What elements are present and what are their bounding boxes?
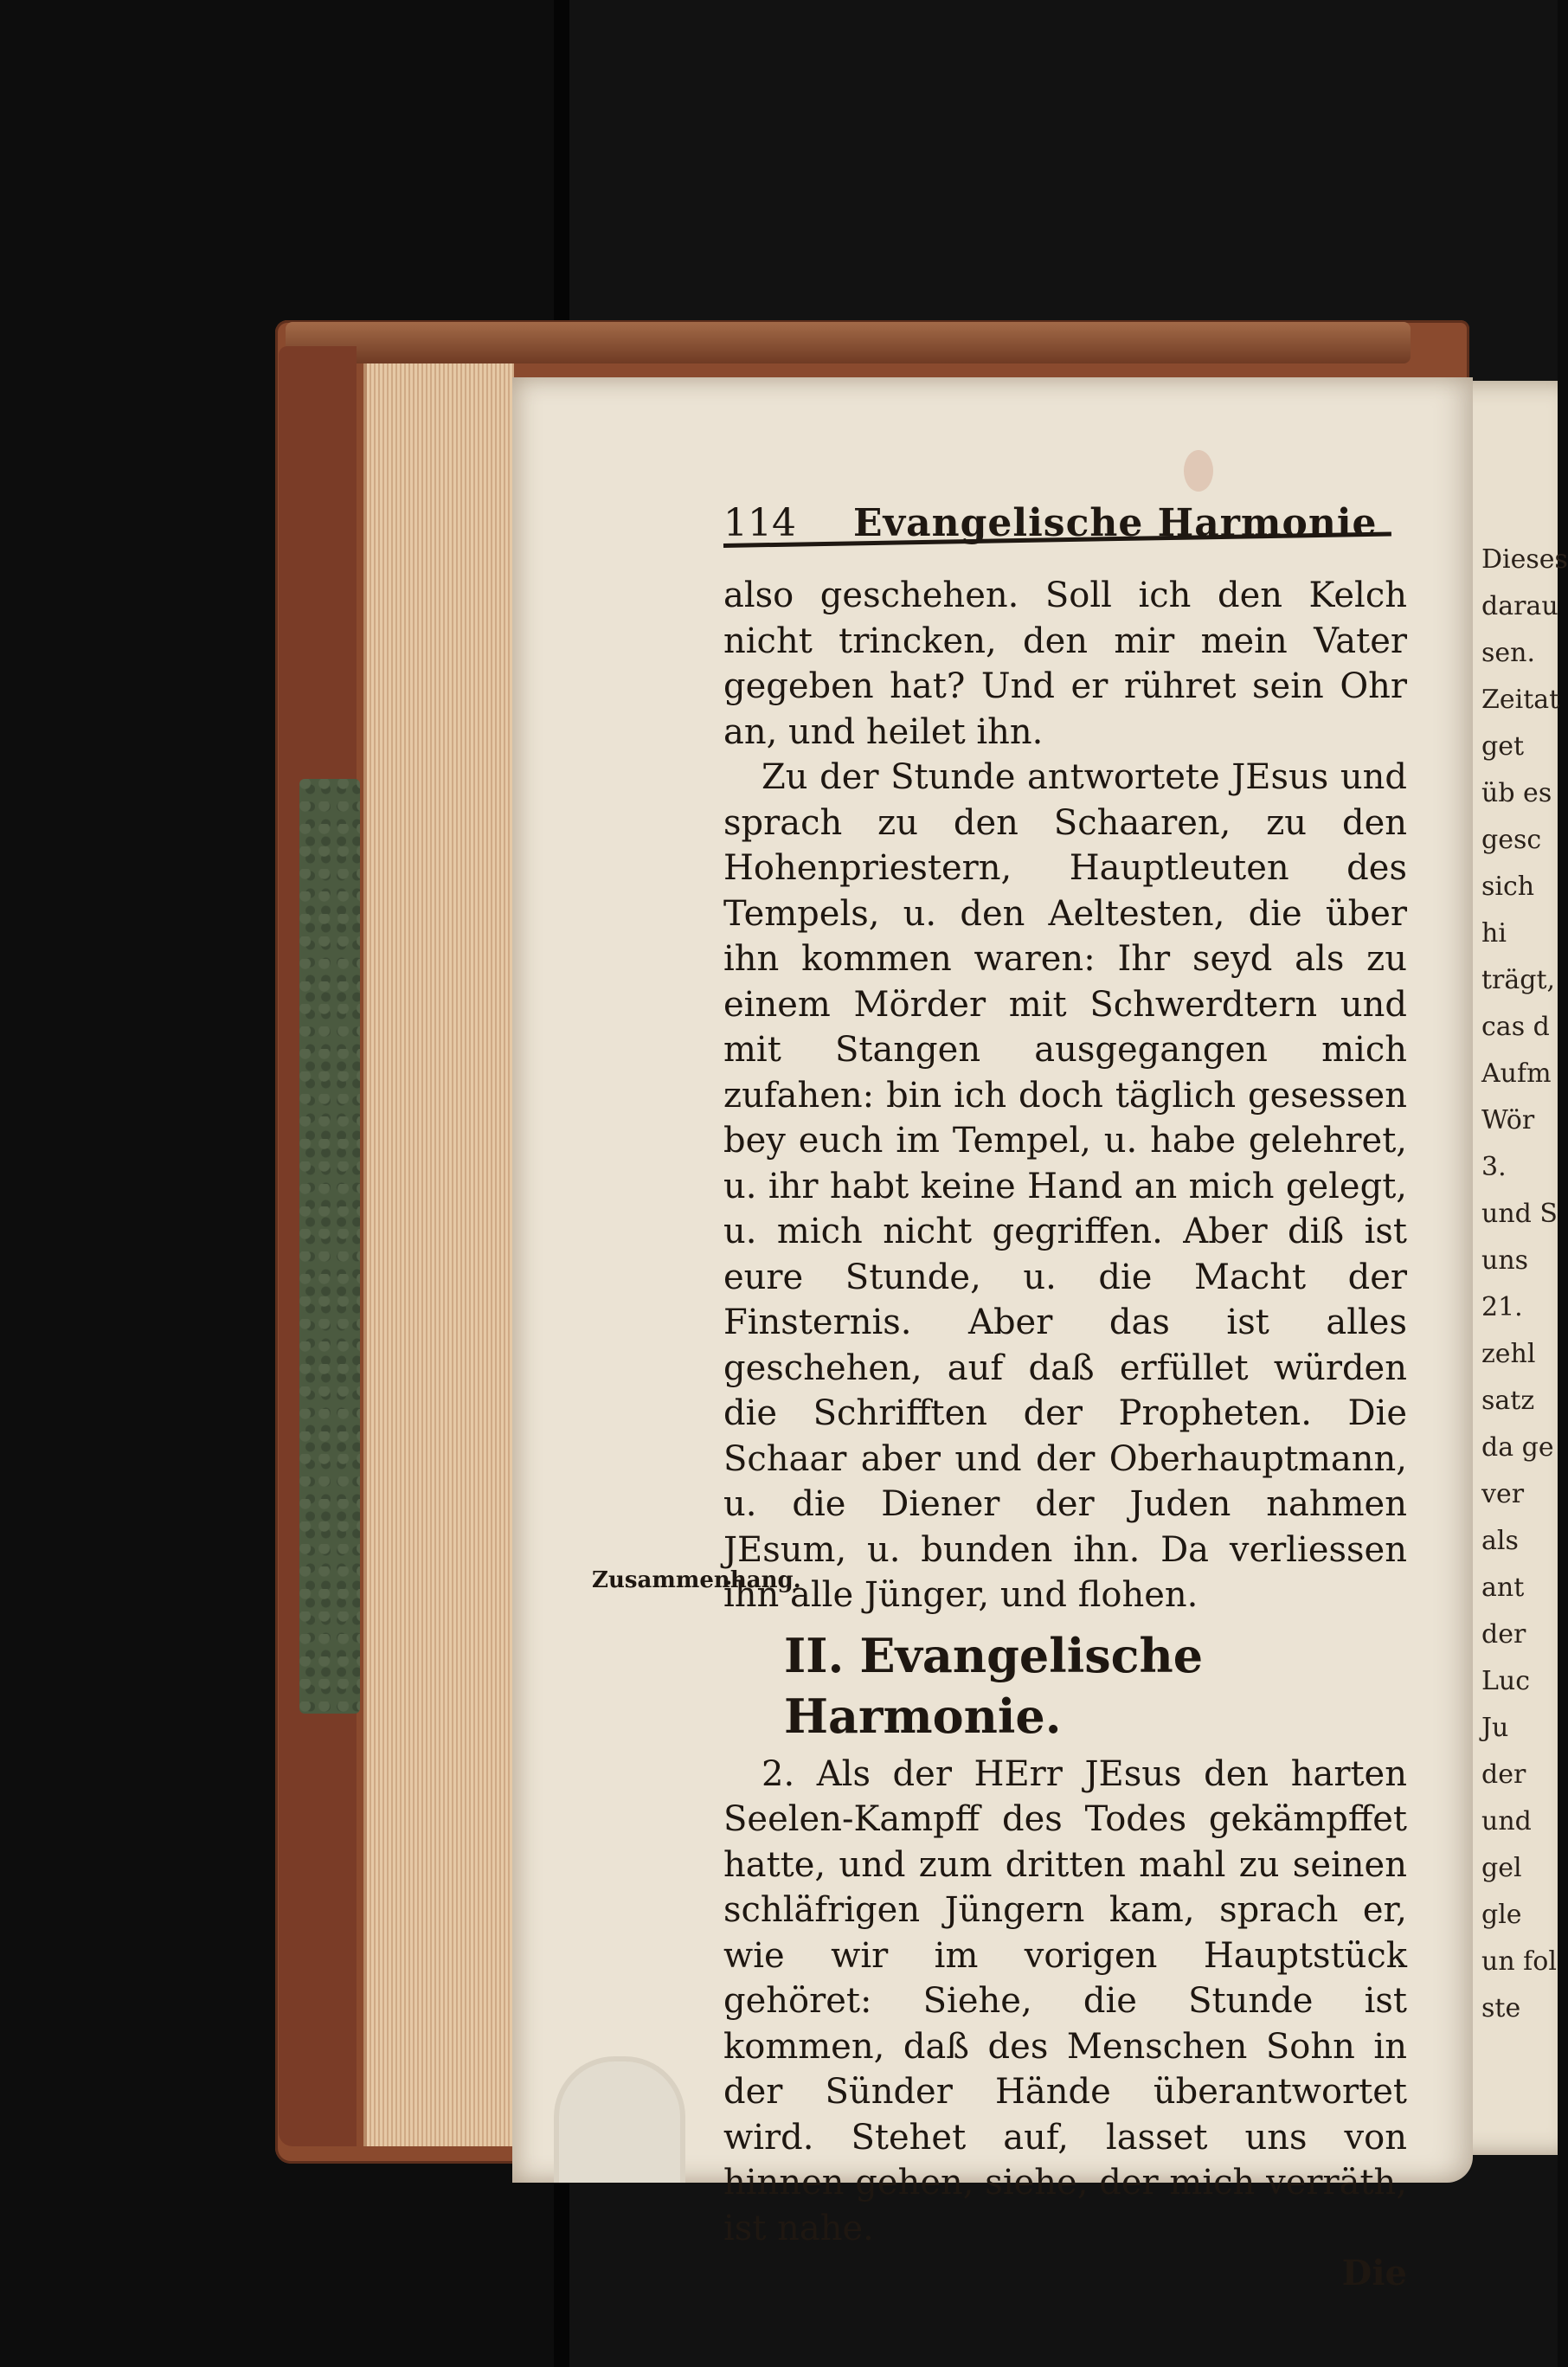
paragraph-1: also geschehen. Soll ich den Kelch nicht trincken, den mir mein Vater gegeben hat? Und er rühret sein Ohr an, und heilet ihn.: [723, 576, 1407, 752]
marbled-endpaper: [299, 779, 360, 1714]
running-title: Evangelische Harmonie: [853, 501, 1378, 545]
section-heading: [784, 1625, 1407, 1746]
facing-page-text: Dieses darau sen. Zeitat get üb es gesc sich hi trägt, cas d Aufm Wör 3. und S uns 21. zehl satz da ge ver als ant der Luc Ju der und gel gle un fol ste: [1481, 544, 1568, 2023]
paragraph-2: Zu der Stunde antwortete JEsus und sprach zu den Schaaren, zu den Hohenpriestern, Hauptleuten des Tempels, u. den Aeltesten, die über ihn kommen waren: Ihr seyd als zu einem Mörder mit Schwerdtern und mit Stangen ausgegangen mich zufahen: bin ich doch täglich gesessen bey euch im Tempel, u. habe gelehret, u. ihr habt keine Hand an mich gelegt, u. mich nicht gegriffen. Aber diß ist eure Stunde, u. die Macht der Finsternis. Aber das ist alles geschehen, auf daß erfüllet würden die Schrifften der Propheten. Die Schaar aber und der Oberhauptmann, u. die Diener der Juden nahmen JEsum, u. bunden ihn. Da verliessen ihn alle Jünger, und flohen.: [723, 757, 1407, 1615]
section-number: II.: [784, 1627, 845, 1683]
section-title: Evangelische Harmonie.: [784, 1627, 1204, 1744]
catchword: Die: [1341, 2253, 1407, 2293]
page-number: 114: [723, 501, 796, 545]
margin-note: Zusammenhang.: [592, 1567, 801, 1593]
thumb-tab: [554, 2056, 685, 2183]
page-stain: [1184, 450, 1213, 492]
page-edges: [363, 363, 514, 2146]
book-top-edge: [286, 322, 1411, 363]
paragraph-3: 2. Als der HErr JEsus den harten Seelen-Kampff des Todes gekämpffet hatte, und zum dritten mahl zu seinen schläfrigen Jüngern kam, sprach er, wie wir im vorigen Hauptstück gehöret: Siehe, die Stunde ist kommen, daß des Menschen Sohn in der Sünder Hände überantwortet wird. Stehet auf, lasset uns von hinnen gehen, siehe, der mich verräth, ist nahe.: [723, 1753, 1407, 2248]
body-text: [723, 573, 1407, 2297]
